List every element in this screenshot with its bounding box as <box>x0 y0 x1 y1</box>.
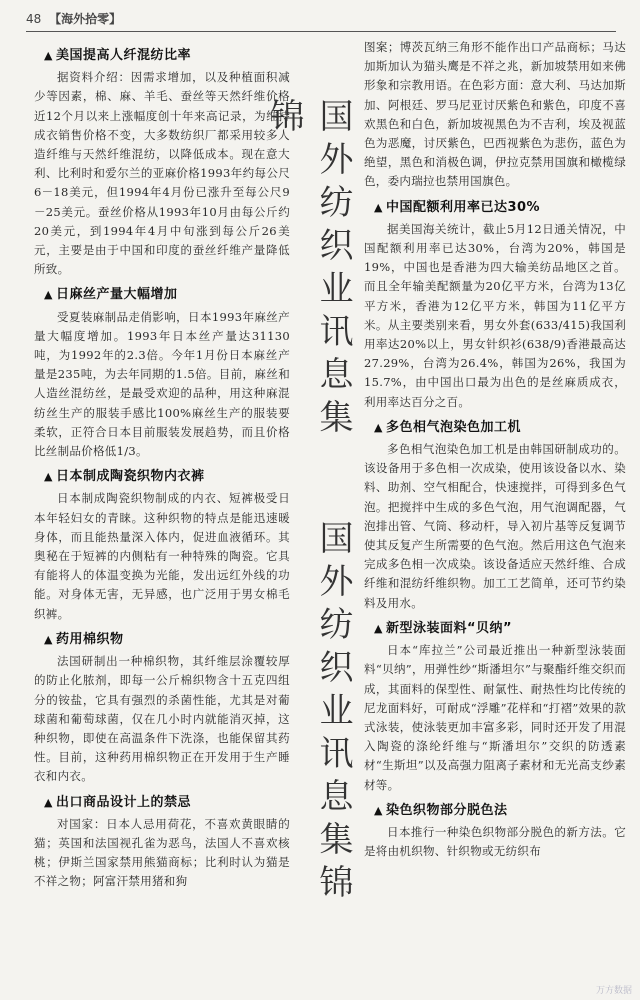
article-paragraph: 日本“库拉兰”公司最近推出一种新型泳装面料“贝纳”，用弹性纱“斯潘坦尔”与聚酯纤维交织而成，其面料的保型性、耐氯性、耐热性均比传统的尼龙面料好，可耐成“浮雕”花样和“打褶”效果的款式泳装，使泳装更加丰富多彩，同时还开发了用混入陶瓷的涤纶纤维与“斯潘坦尔”交织的防透素材“生斯坦”以及高强力阻离子素材和无光高支纱素材等。 <box>364 643 626 792</box>
article <box>364 198 626 412</box>
triangle-bullet-icon: ▲ <box>44 49 53 62</box>
triangle-bullet-icon: ▲ <box>374 200 383 214</box>
article <box>34 630 290 787</box>
article-title: ▲ 出口商品设计上的禁忌 <box>44 794 191 810</box>
triangle-bullet-icon: ▲ <box>374 621 383 635</box>
article-title: ▲ 多色相气泡染色加工机 <box>374 419 521 435</box>
vertical-title-repeat: 国外纺织业讯息集锦 <box>313 520 353 907</box>
article-paragraph: 日本推行一种染色织物部分脱色的新方法。它是将由机织物、针织物或无纺织布 <box>364 824 626 859</box>
triangle-bullet-icon: ▲ <box>44 795 53 809</box>
article-paragraph: 图案；博茨瓦纳三角形不能作出口产品商标；马达加斯加认为猫头鹰是不祥之兆，新加坡禁用如来佛形象和宗教用语。在色彩方面：意大利、马达加斯加、阿根廷、罗马尼亚讨厌紫色和紫色，印度不喜欢黑色和白色，新加坡视黑色为不吉利，埃及视蓝色为恶魔，讨厌紫色，巴西视紫色为悲伤，蓝色为绝望，黑色和消极色调，伊拉克禁用国旗和橄榄绿色，委内瑞拉也禁用国旗色。 <box>364 40 626 189</box>
article-paragraph: 受夏装麻制品走俏影响，日本1993年麻丝产量大幅度增加。1993年日本丝产量达31130吨，为1992年的2.3倍。今年1月份日本麻丝产量是235吨，为去年同期的1.5倍。目前，麻丝和人造丝混纺丝，是最受欢迎的品种，用这种麻混纺丝生产的服装手感比100%麻丝生产的服装要柔软，正符合日本目前服装发展趋势，而且价格比丝制品价格低1/3。 <box>34 309 290 459</box>
article-title: ▲ 日本制成陶瓷织物内衣裤 <box>44 469 205 485</box>
article <box>364 619 626 795</box>
section-name: 【海外拾零】 <box>49 12 122 26</box>
article-paragraph: 对国家：日本人忌用荷花，不喜欢黄眼睛的猫；英国和法国视孔雀为恶鸟，法国人不喜欢核桃；伊斯兰国家禁用熊猫商标；比利时认为猫是不祥之物；阿富汗禁用猪和狗 <box>34 816 290 889</box>
right-column <box>364 38 626 988</box>
triangle-bullet-icon: ▲ <box>44 470 53 484</box>
article <box>34 467 290 624</box>
article-title: ▲ 药用棉织物 <box>44 631 124 647</box>
header-rule <box>26 31 616 32</box>
article-paragraph: 多色相气泡染色加工机是由韩国研制成功的。该设备用于多色相一次成染，使用该设备以水、染料、助剂、空气相配合，快速搅拌，可得到多色气泡。把搅拌中生成的多色气泡，用气泡调配器，气泡排出管、气筒、移动杆，导入初片基等反复调节使其反复产生所需要的色气泡。然后用这色气泡来完成多色相一次成染。该设备适应天然纤维、合成纤维和混纺纤维织物。加工工艺简单，还可节约染料及用水。 <box>364 442 626 610</box>
article-title: ▲ 美国提高人纤混纺比率 <box>44 48 191 63</box>
triangle-bullet-icon: ▲ <box>44 632 53 646</box>
article-paragraph: 日本制成陶瓷织物制成的内衣、短裤极受日本年轻妇女的青睐。这种织物的特点是能迅速暖身体，而且能热量深入体内，促进血液循环。其奥秘在于短裤的内侧粘有一种特殊的陶瓷。它具有能将人的体温变换为光能，发出远红外线的功能。对身体无害，无异感，也广泛用于男女棉毛织裤。 <box>34 491 290 621</box>
article <box>34 285 290 461</box>
triangle-bullet-icon: ▲ <box>44 288 53 302</box>
article-title: ▲ 中国配额利用率已达30% <box>374 199 541 215</box>
article-title: ▲ 染色织物部分脱色法 <box>374 802 508 818</box>
article <box>34 793 290 892</box>
watermark-text: 万方数据 <box>595 986 632 996</box>
article-continuation <box>364 38 626 192</box>
article <box>34 46 290 279</box>
triangle-bullet-icon: ▲ <box>374 420 383 434</box>
article-title: ▲ 新型泳装面料“贝纳” <box>374 620 513 636</box>
article-paragraph: 据资料介绍：因需求增加，以及种植面积减少等因素，棉、麻、羊毛、蚕丝等天然纤维价格近12个月以来上涨幅度创十年来高记录，为维持成衣销售价格不变，大多数纺织厂都采用较多人造纤维与天然纤维混纺，以降低成本。现在意大利、比利时和爱尔兰的亚麻价格1993年约每公尺6－18美元，但1994年4月份已涨升至每公尺9－25美元。蚕丝价格从1993年10月由每公斤约20美元，到1994年4月中旬涨到每公斤26美元，主要是由于中国和印度的蚕丝纤维产量降低所致。 <box>34 70 290 277</box>
page-header <box>26 10 626 32</box>
vertical-title: 国外纺织业讯息集锦 <box>264 98 353 442</box>
left-column <box>34 40 290 990</box>
article-paragraph: 据美国海关统计，截止5月12日通关情况，中国配额利用率已达30%，台湾为20%，韩国是19%，中国也是香港为四大输美纺品地区之首。而且全年输美配额量为20亿平方米，台湾为13亿平方米，香港为12亿平方米，韩国为11亿平方米。从主要类别来看，男女外套(633/415)我国利用率达20%以上，男女针织衫(638/9)香港最高达27.29%，台湾为26.4%，韩国为26%，我国为15.7%，由中国出口最为出色的是丝麻质成衣，利用率达百分之百。 <box>364 221 626 409</box>
triangle-bullet-icon: ▲ <box>374 803 383 817</box>
article <box>364 418 626 613</box>
article-paragraph: 法国研制出一种棉织物，其纤维层涂覆较厚的防止化脓剂，即每一公斤棉织物含十五克四组分的铵盐，它具有强烈的杀菌性能，尤其是对葡球菌和葡萄球菌，仅在几小时内就能消灭掉，这种织物，即使在高温条件下洗涤，也能保留其药性。目前，这种药用棉织物正在开发用于生产睡衣和内衣。 <box>34 654 290 784</box>
article <box>364 801 626 862</box>
page-number: 48 <box>26 12 42 26</box>
article-title: ▲ 日麻丝产量大幅增加 <box>44 287 178 303</box>
